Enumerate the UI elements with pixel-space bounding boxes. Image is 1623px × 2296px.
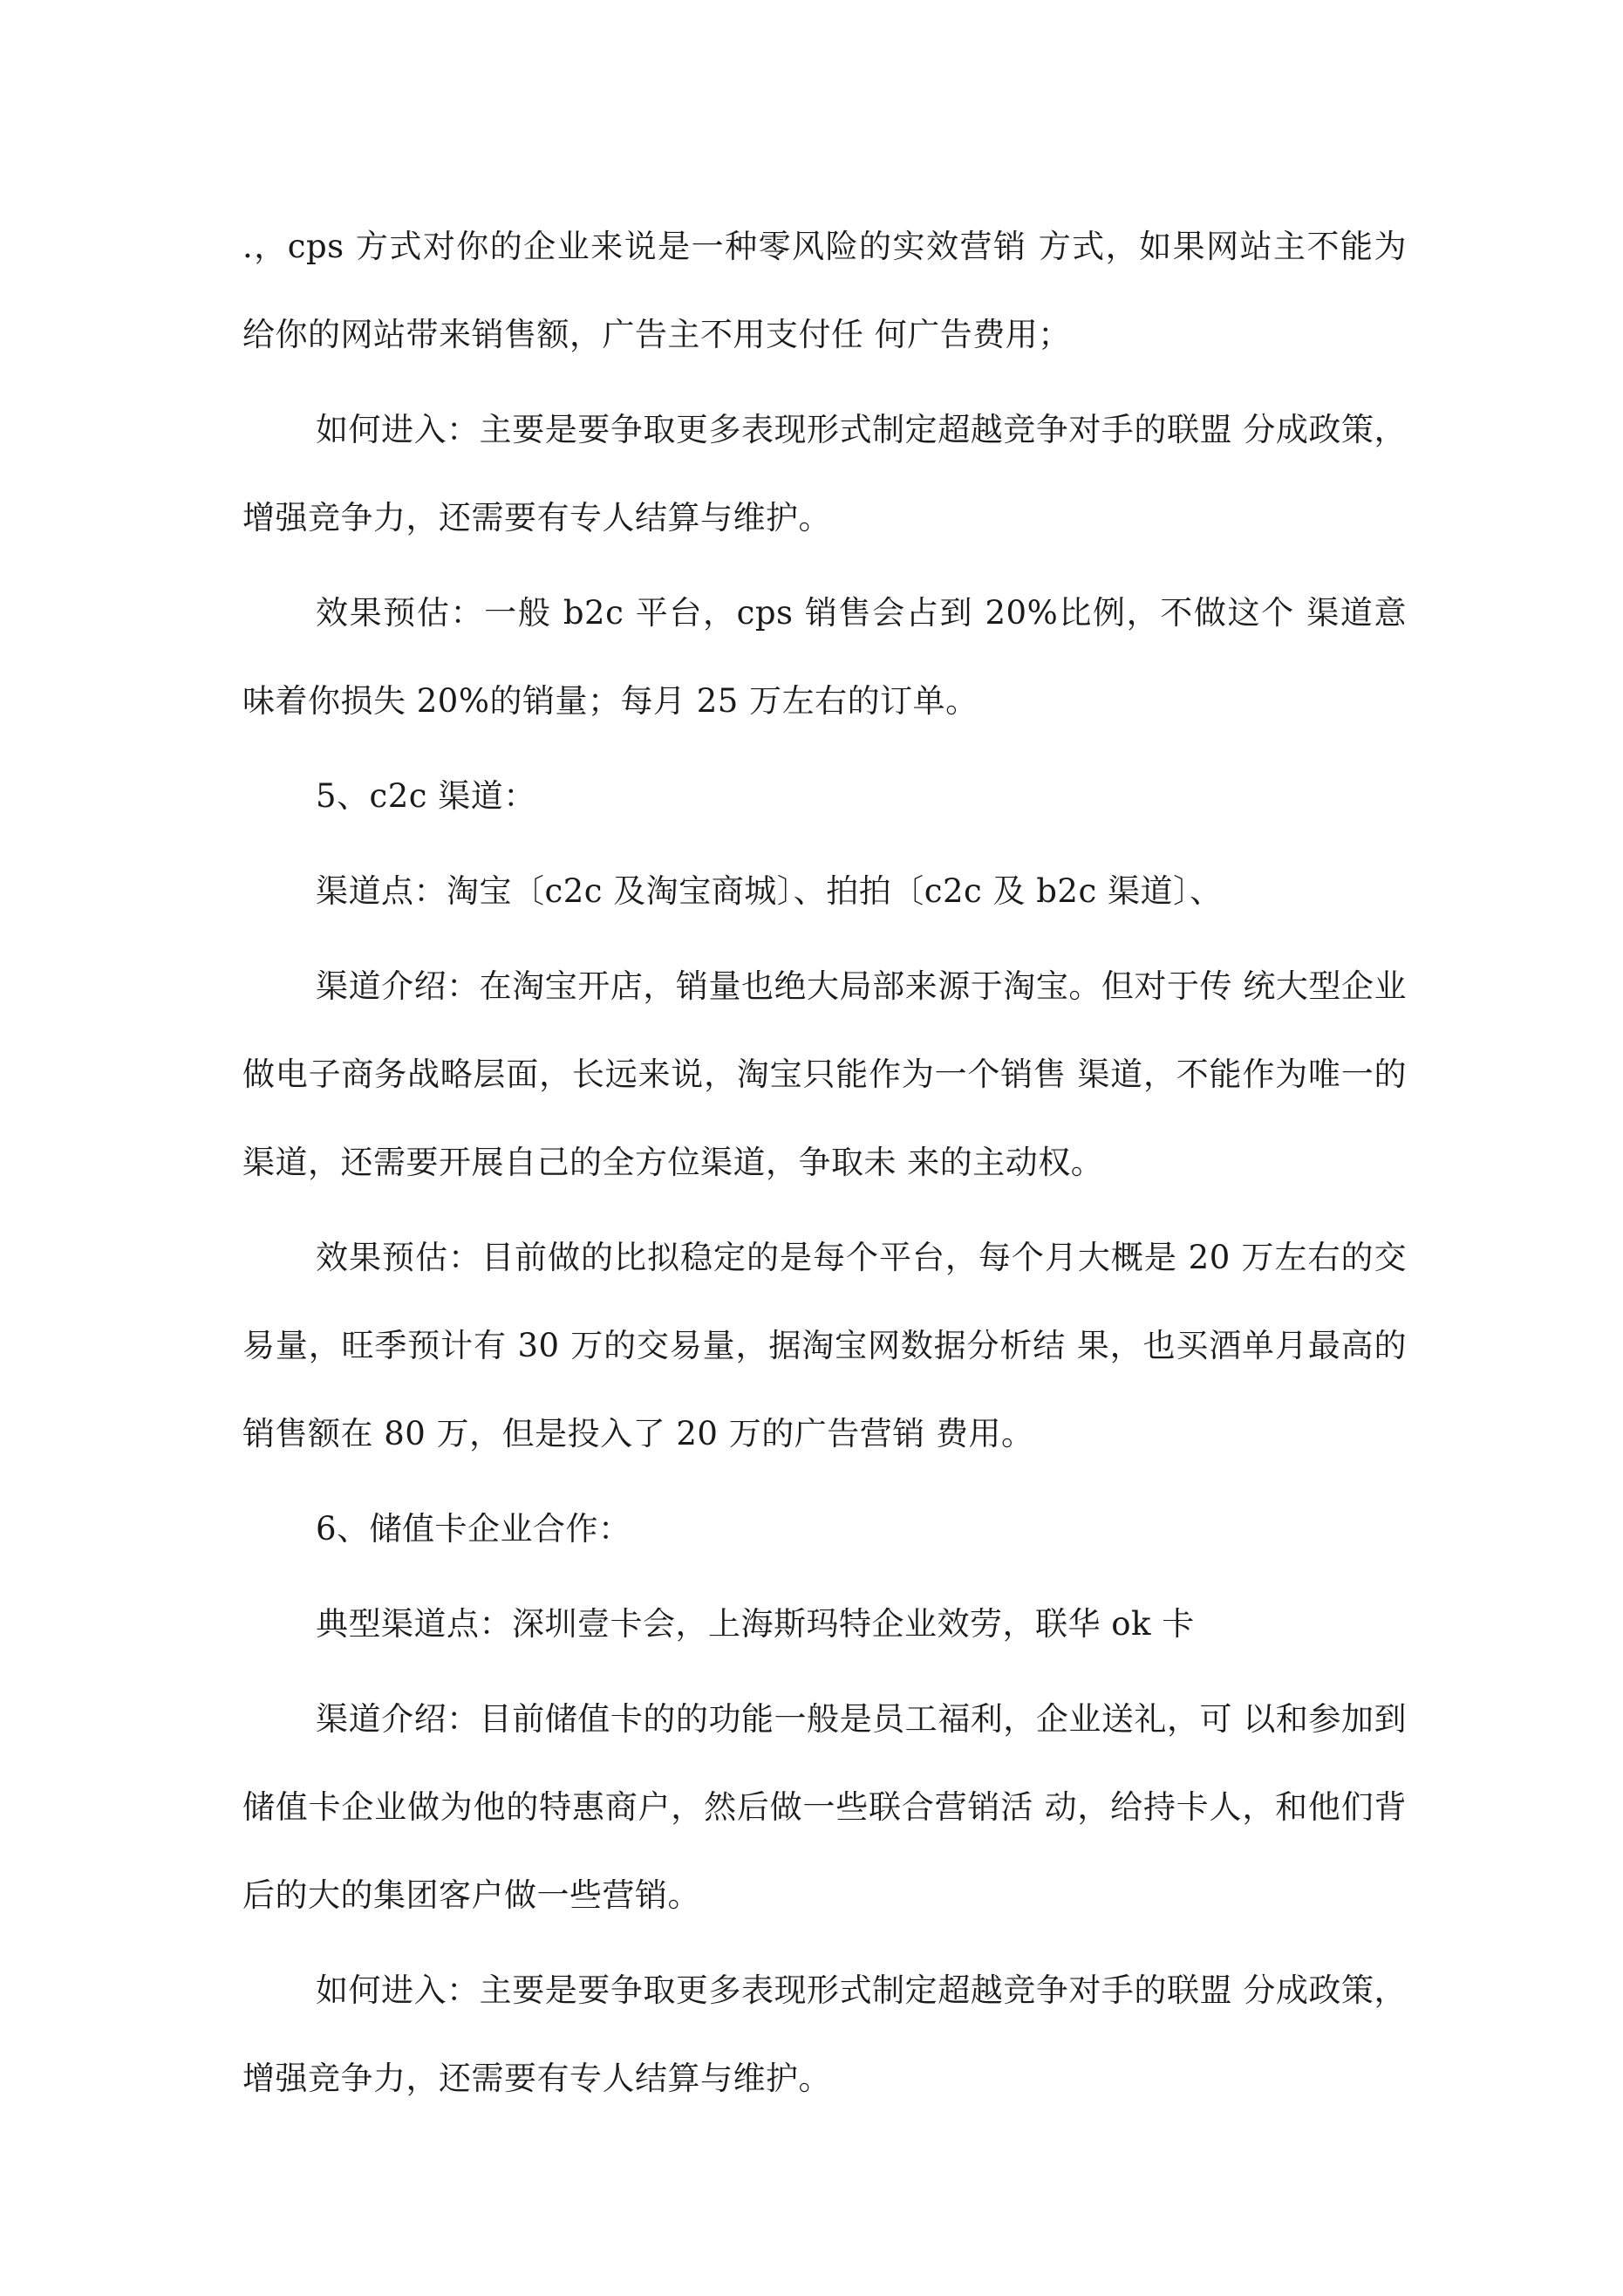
paragraph-channel-intro-card: 渠道介绍：目前储值卡的的功能一般是员工福利，企业送礼，可 以和参加到储值卡企业做为他的特惠商户，然后做一些联合营销活 动，给持卡人，和他们背后的大的集团客户做一些营销。 (242, 1700, 1407, 1914)
paragraph-channel-points-c2c: 渠道点：淘宝〔c2c 及淘宝商城〕、拍拍〔c2c 及 b2c 渠道〕、 (316, 872, 1223, 910)
paragraph-channel-intro-c2c: 渠道介绍：在淘宝开店，销量也绝大局部来源于淘宝。但对于传 统大型企业做电子商务战略层面，长远来说，淘宝只能作为一个销售 渠道，不能作为唯一的渠道，还需要开展自己的全方位渠道，争取未 来的主动权。 (242, 967, 1407, 1181)
paragraph-effect-estimate-1: 效果预估：一般 b2c 平台，cps 销售会占到 20%比例，不做这个 渠道意味着你损失 20%的销量；每月 25 万左右的订单。 (242, 594, 1407, 720)
paragraph-cps-intro: .，cps 方式对你的企业来说是一种零风险的实效营销 方式，如果网站主不能为给你的网站带来销售额，广告主不用支付任 何广告费用； (242, 228, 1407, 353)
paragraph-how-to-enter-1: 如何进入：主要是要争取更多表现形式制定超越竞争对手的联盟 分成政策，增强竞争力，还需要有专人结算与维护。 (242, 411, 1407, 536)
heading-stored-value-card: 6、储值卡企业合作： (316, 1510, 631, 1548)
paragraph-effect-estimate-c2c: 效果预估：目前做的比拟稳定的是每个平台，每个月大概是 20 万左右的交易量，旺季预计有 30 万的交易量，据淘宝网数据分析结 果，也买酒单月最高的销售额在 80 万，但是投入了 20 万的广告营销 费用。 (242, 1239, 1407, 1452)
paragraph-typical-channel-points: 典型渠道点：深圳壹卡会，上海斯玛特企业效劳，联华 ok 卡 (316, 1605, 1195, 1643)
document-body (242, 202, 1407, 2129)
paragraph-how-to-enter-2: 如何进入：主要是要争取更多表现形式制定超越竞争对手的联盟 分成政策，增强竞争力，还需要有专人结算与维护。 (242, 1971, 1407, 2097)
heading-c2c-channel: 5、c2c 渠道： (316, 777, 536, 815)
